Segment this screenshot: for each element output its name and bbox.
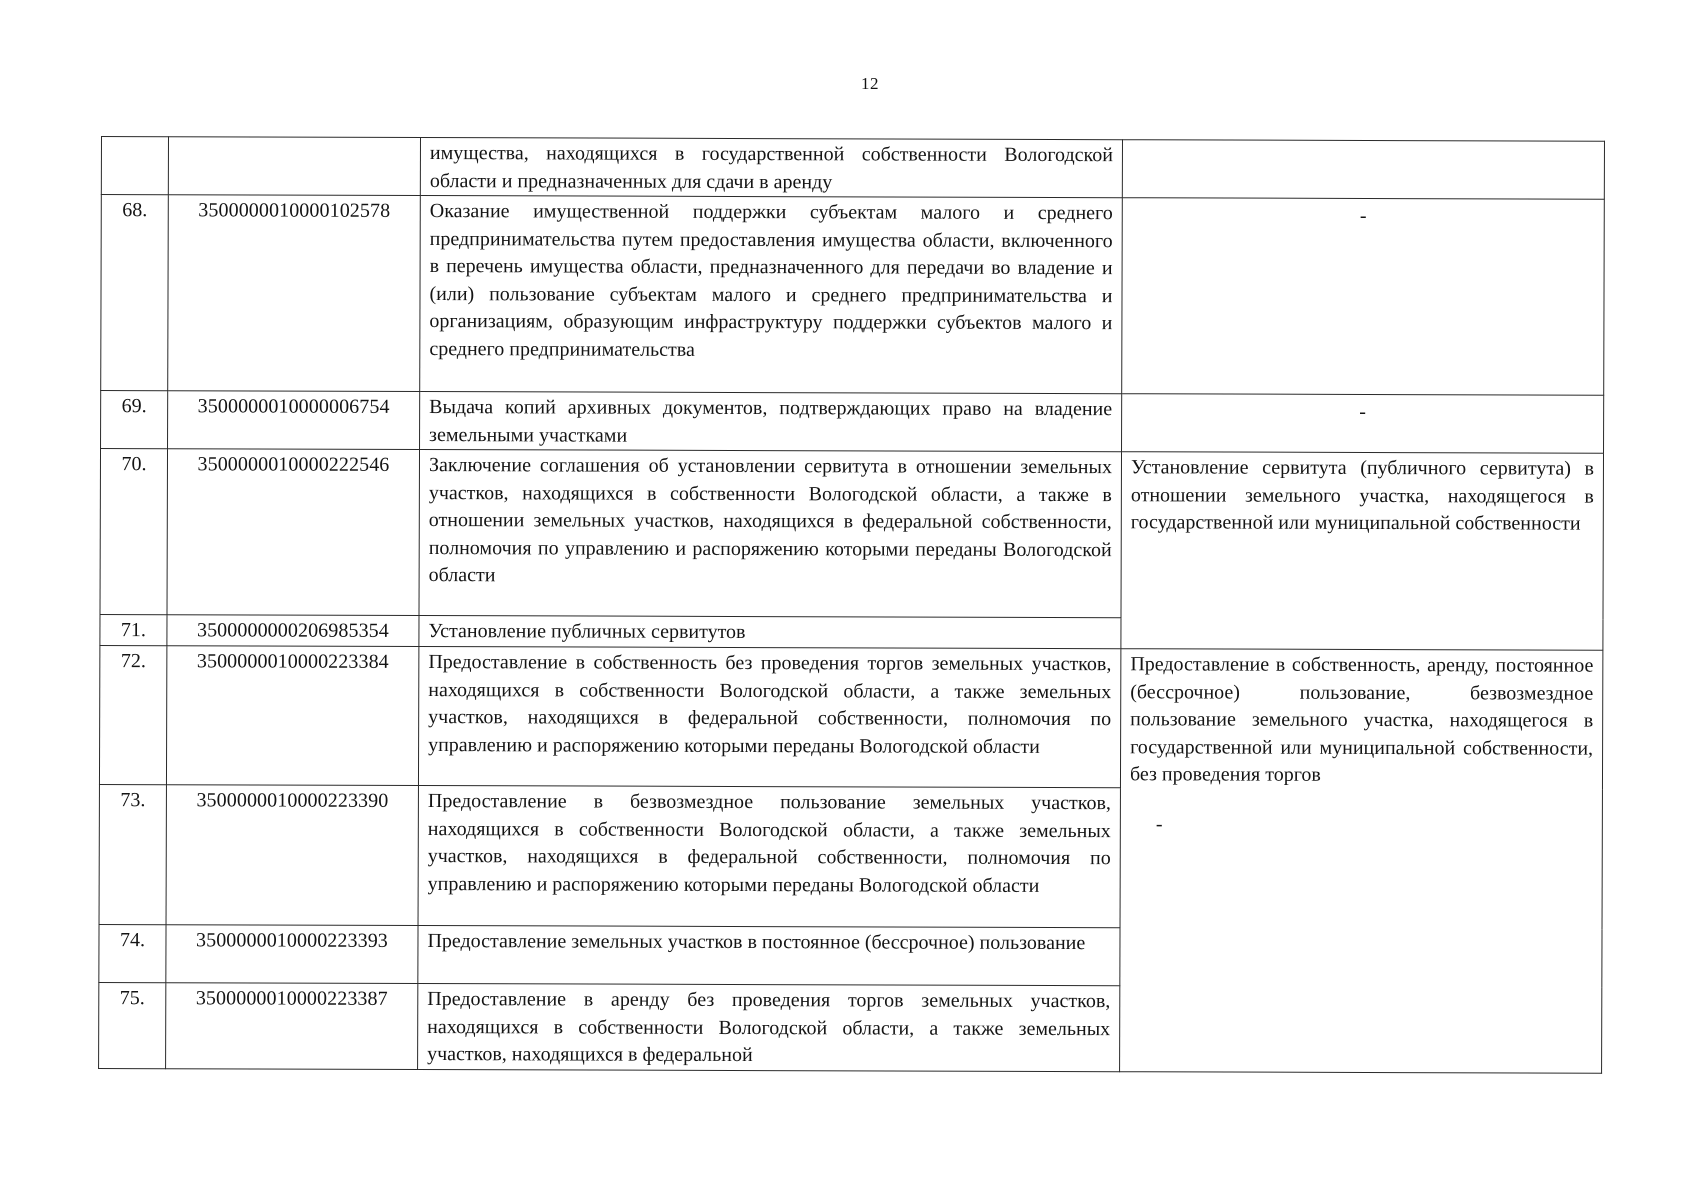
row-number: 73. — [99, 784, 166, 924]
related-service-easement — [1121, 452, 1604, 651]
empty-dash: - — [1155, 812, 1163, 835]
table-row — [101, 137, 1604, 200]
service-code: 3500000000206985354 — [167, 615, 419, 647]
row-number: 68. — [101, 195, 169, 391]
services-table — [98, 136, 1605, 1073]
related-service-text: Предоставление в собственность, аренду, постоянное (бессрочное) пользование, безвозмездное пользование земельного участка, находящегося в государственной или муниципальной собственности, без проведения торгов — [1129, 653, 1594, 786]
service-name: Предоставление в собственность без проведения торгов земельных участков, находящихся в собственности Вологодской области, а также земельных участков, находящихся в федеральной собственности, полномочия по управлению и распоряжению которыми переданы Вологодской области — [418, 647, 1120, 788]
row-number: 72. — [99, 645, 166, 784]
service-code: 3500000010000223387 — [166, 983, 418, 1069]
service-name: Предоставление в аренду без проведения торгов земельных участков, находящихся в собственности Вологодской области, а также земельных участков, находящихся в федеральной — [418, 983, 1120, 1071]
row-number: 70. — [100, 449, 168, 615]
service-name: имущества, находящихся в государственной собственности Вологодской области и предназначенных для сдачи в аренду — [420, 138, 1122, 198]
related-service-land-provision — [1120, 649, 1603, 1073]
page-number: 12 — [861, 74, 879, 93]
table-row — [100, 449, 1604, 620]
table-row — [99, 645, 1602, 789]
service-name: Заключение соглашения об установлении сервитута в отношении земельных участков, находящихся в собственности Вологодской области, а также в отношении земельных участков, находящихся в федеральной собственности, полномочия по управлению и распоряжению которыми переданы Вологодской области — [419, 450, 1122, 618]
empty-dash: - — [1359, 400, 1367, 423]
related-service — [1122, 198, 1605, 396]
related-service — [1122, 394, 1604, 454]
service-code: 3500000010000223393 — [166, 925, 418, 984]
row-number: 69. — [101, 391, 168, 449]
table-row — [101, 391, 1604, 454]
service-code: 3500000010000102578 — [168, 195, 421, 392]
related-service-text: Установление сервитута (публичного сервитута) в отношении земельного участка, находящегося в государственной или муниципальной собственности — [1130, 456, 1594, 535]
row-number — [101, 137, 168, 195]
service-code: 3500000010000223390 — [166, 785, 418, 926]
service-name: Выдача копий архивных документов, подтверждающих право на владение земельными участками — [420, 392, 1122, 452]
row-number: 71. — [100, 614, 167, 645]
service-name: Оказание имущественной поддержки субъектам малого и среднего предпринимательства путем предоставления имущества области, включенного в перечень имущества области, предназначенного для передачи во владение и (или) пользование субъектам малого и среднего предпринимательства и организациям, образующим инфраструктуру поддержки субъектов малого и среднего предпринимательства — [420, 196, 1123, 394]
service-code — [168, 137, 420, 196]
table-row — [101, 195, 1605, 396]
row-number: 74. — [99, 924, 166, 982]
service-name: Предоставление в безвозмездное пользование земельных участков, находящихся в собственности Вологодской области, а также земельных участков, находящихся в федеральной собственности, полномочия по управлению и распоряжению которыми переданы Вологодской области — [418, 786, 1120, 928]
service-name: Предоставление земельных участков в постоянное (бессрочное) пользование — [418, 925, 1120, 985]
row-number: 75. — [99, 982, 166, 1068]
service-code: 3500000010000006754 — [168, 391, 420, 450]
service-code: 3500000010000222546 — [167, 449, 420, 616]
service-code: 3500000010000223384 — [166, 646, 418, 786]
empty-dash: - — [1359, 204, 1367, 227]
related-service — [1122, 140, 1604, 200]
service-name: Установление публичных сервитутов — [419, 616, 1121, 649]
